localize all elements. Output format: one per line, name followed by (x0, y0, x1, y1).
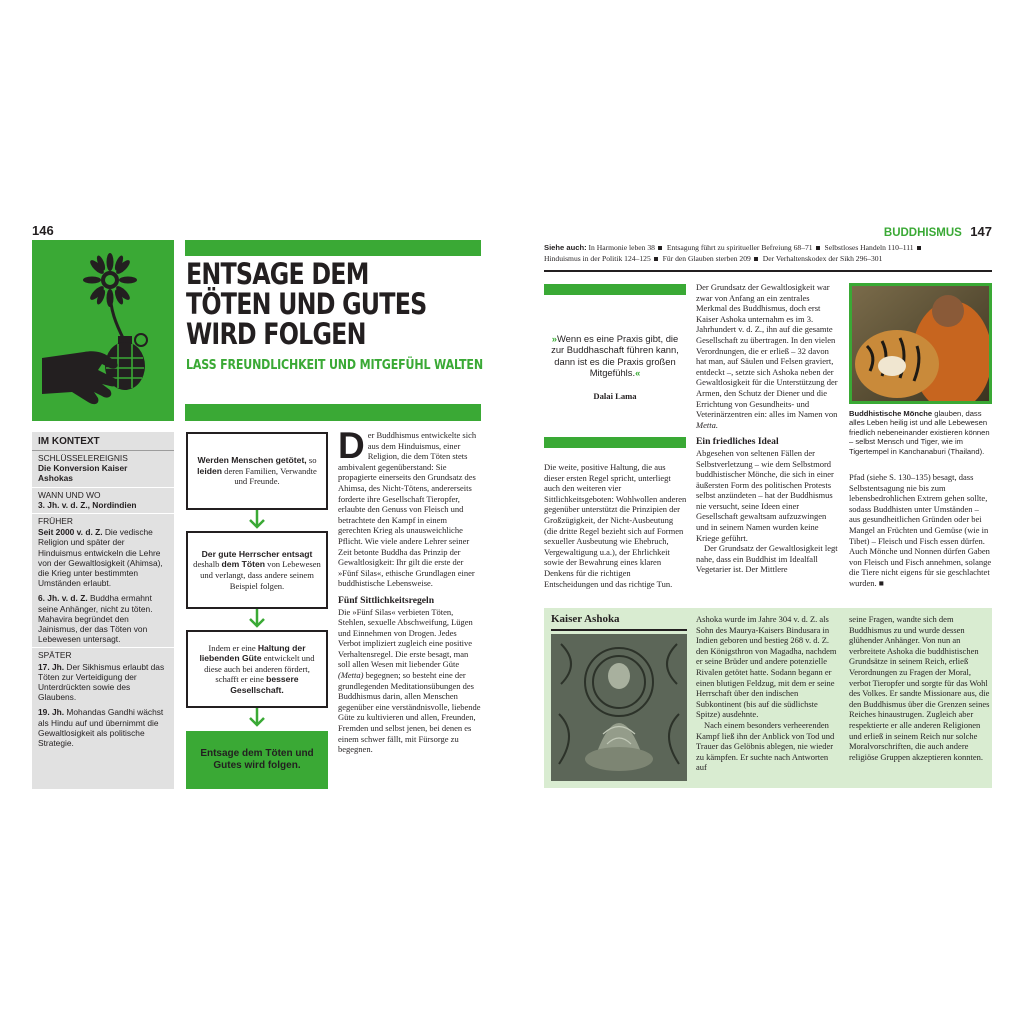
bullet-icon (658, 246, 662, 250)
col3-text (849, 472, 992, 589)
chapter-icon-box (32, 240, 174, 421)
ashoka-col1 (696, 614, 839, 773)
quote-text: Wenn es eine Praxis gibt, die zur Buddhaschaft führen kann, dann ist es die Praxis großen Mitgefühls. (551, 333, 679, 379)
running-head-title: BUDDHISMUS (883, 227, 962, 239)
quote-author: Dalai Lama (593, 391, 637, 401)
when-where-label: WANN UND WO (38, 489, 101, 500)
page-number-right: 147 (970, 224, 992, 239)
see-also-item[interactable]: Entsagung führt zu spiritueller Befreiung 68–71 (666, 243, 813, 252)
running-head (884, 223, 992, 241)
subheadline: LASS FREUNDLICHKEIT UND MITGEFÜHL WALTEN (186, 357, 483, 373)
entry-date: 19. Jh. (38, 707, 65, 718)
entry-date: 6. Jh. v. d. Z. (38, 593, 88, 604)
later-entry (38, 707, 168, 748)
later-label: SPÄTER (38, 650, 72, 661)
end-mark-icon: ■ (878, 577, 884, 588)
quote-open-mark: » (551, 333, 557, 344)
flow-conclusion (186, 731, 328, 789)
flow-text: entwickelt und diese auch bei anderen fördert, schafft er eine (204, 653, 315, 685)
bullet-icon (654, 257, 658, 261)
quote-top-bar (544, 284, 686, 295)
headline-line-1: ENTSAGE DEM (186, 257, 369, 291)
caption-bold: Buddhistische Mönche (849, 409, 933, 418)
flow-arrow-icon (248, 510, 266, 530)
context-title: IM KONTEXT (32, 432, 174, 451)
see-also-item[interactable]: Der Verhaltenskodex der Sikh 296–301 (762, 254, 883, 263)
bullet-icon (754, 257, 758, 261)
flow-bold: dem Töten (221, 559, 265, 570)
ashoka-paragraph-3: seine Fragen, wandte sich dem Buddhismus zu und wurde dessen glühender Anhänger. Von nun an verbreitete Ashoka die buddhistischen Grundsätze in seinem Reich, erließ Verordnungen zu Fragen der Moral, verbot Tieropfer und sorgte für das Wohl des Volkes. Er sandte Missionare aus, die den Buddhismus über die Grenzen seines Reiches hinaustrugen. Zugleich aber respektierte er alle anderen Religionen und erließ in seinem Reich nur solche Moralvorschriften, die auch andere religiöse Gruppen akzeptieren konnten. (849, 614, 990, 762)
text: Die »Fünf Silas« verbieten Töten, Stehlen, sexuelle Abschweifung, Lügen und Einnehmen von Drogen. Jedes Verbot impliziert zugleich eine positive Verhaltensregel. Die erste besagt, man soll allen Wesen mit liebender Güte (338, 606, 473, 670)
headline-bottom-bar (185, 404, 481, 421)
photo-monk-tiger-image (852, 286, 989, 401)
entry-text: Die vedische Religion und später der Hinduismus entwickeln die Lehre von der Gewaltlosigkeit (Ahimsa), die Krieg unter bestimmten Umständen erlaubt. (38, 527, 163, 589)
quote-bottom-bar (544, 437, 686, 448)
later-entry (38, 662, 168, 703)
section-title: Fünf Sittlichkeitsregeln (338, 594, 435, 606)
see-also-label: Siehe auch: (544, 243, 587, 252)
flow-text: Indem er eine (208, 642, 258, 653)
see-also (544, 242, 990, 264)
headline-line-3: WIRD FOLGEN (186, 317, 366, 351)
context-box (32, 432, 174, 789)
flow-text: deshalb (193, 559, 222, 570)
headline (186, 259, 482, 349)
col2-text (696, 282, 839, 575)
when-where-value: 3. Jh. v. d. Z., Nordindien (38, 499, 137, 510)
col2-paragraph-3 (696, 543, 839, 575)
page-number-left: 146 (32, 223, 54, 238)
entry-text: Mohandas Gandhi wächst als Hindu auf und übernimmt die Gewaltlosigkeit als politische Strategie. (38, 707, 164, 749)
entry-date: 17. Jh. (38, 661, 65, 672)
headline-top-bar (185, 240, 481, 256)
text: Abgesehen von seltenen Fällen der Selbstverletzung – wie dem Selbstmord buddhistischer Mönche, die sich in einer äußersten Form des politischen Protests selbst anzündeten – hat der Buddhismus nie versucht, seine Ideen einer Gesellschaft gewaltsam aufzuzwingen und in seinem Namen wurden keine Kriege geführt. (696, 447, 834, 543)
earlier-entry (38, 593, 168, 644)
text: begegnen; so besteht eine der grundlegenden Meditationsübungen des Buddhismus darin, allen Menschen gegenüber eine verständnisvolle, liebende Güte zu kultivieren und allen, Freunden, Fremden und selbst jenen, bei denen es einem schwer fällt, mit Fürsorge zu begegnen. (338, 670, 481, 755)
flow-text: so (306, 455, 317, 466)
flow-conclusion-text: Entsage dem Töten und Gutes wird folgen. (200, 748, 314, 771)
flow-box-1 (186, 432, 328, 510)
ashoka-title: Kaiser Ashoka (551, 613, 620, 625)
ashoka-title-rule (551, 629, 687, 631)
photo-caption (849, 409, 992, 456)
context-when-where (32, 488, 174, 514)
entry-text: Der Sikhismus erlaubt das Töten zur Verteidigung der Unterdrückten sowie des Glaubens. (38, 661, 165, 703)
see-also-item[interactable]: Hinduismus in der Politik 124–125 (544, 254, 651, 263)
text: (Metta) (338, 670, 364, 681)
relief-carving-image (551, 634, 687, 781)
context-earlier (32, 514, 174, 648)
photo-monk-tiger (849, 283, 992, 404)
flow-bold: Der gute Herrscher entsagt (201, 548, 313, 559)
section-title: Ein friedliches Ideal (696, 436, 779, 448)
dropcap: D (338, 425, 365, 466)
context-later (32, 648, 174, 751)
caption-text: glauben, dass alles Leben heilig ist und alle Lebewesen friedlich nebeneinander existieren können – selbst Mensch und Tiger, wie im Tigertempel in Kanchanaburi (Thailand). (849, 409, 990, 456)
see-also-item[interactable]: Selbstloses Handeln 110–111 (824, 243, 914, 252)
quote-close-mark: « (635, 367, 641, 379)
intro-paragraph (338, 425, 481, 589)
ashoka-paragraph-2: Nach einem besonders verheerenden Kampf ließ ihn der Anblick von Tod und Trauer das Gelöbnis ablegen, nie wieder zu kämpfen. Er suchte nach Antworten auf (696, 719, 835, 773)
entry-date: Seit 2000 v. d. Z. (38, 527, 103, 538)
earlier-entry (38, 527, 168, 588)
flow-arrow-icon (248, 708, 266, 728)
key-event-value: Die Konversion Kaiser Ashokas (38, 463, 128, 484)
flow-text: von Lebewesen und verlangt, dass andere seinem Beispiel folgen. (200, 559, 321, 591)
col3-paragraph (849, 472, 992, 589)
col1-paragraph: Die weite, positive Haltung, die aus dieser ersten Regel spricht, unterliegt auch den weiteren vier Sittlichkeitsgeboten: Wohlwollen anderen gegenüber unterstützt die Prinzipien der Großzügigkeit, der Nicht-Ausbeutung (die dritte Regel bezieht sich auf Formen sexueller Ausbeutung wie Ehebruch, Vergewaltigung u.a.), der Ehrlichkeit sowie der Bewahrung eines klaren Denkens für die richtigen Entscheidungen und das richtige Tun. (544, 462, 687, 589)
flow-bold: bessere Gesellschaft. (230, 674, 299, 695)
bullet-icon (917, 246, 921, 250)
text: Der Grundsatz der Gewaltlosigkeit legt nahe, dass ein Buddhist im Idealfall Vegetarier ist. Der Mittlere (696, 543, 838, 575)
col2-paragraph-2 (696, 448, 839, 543)
key-event-label: SCHLÜSSELEREIGNIS (38, 453, 128, 463)
text: Metta. (696, 419, 718, 430)
entry-text: Buddha ermahnt seine Anhänger, nicht zu töten. Mahavira begründet den Jainismus, der das Töten von Lebewesen untersagt. (38, 593, 153, 645)
hand-grenade-flower-icon (32, 240, 174, 421)
earlier-label: FRÜHER (38, 516, 73, 527)
context-key-event (32, 451, 174, 488)
text: Pfad (siehe S. 130–135) besagt, dass Selbstentsagung nie bis zum lebensbedrohlichen Extrem gehen sollte, sodass Buddhisten unter Umständen – aus gesundheitlichen Gründen oder bei Mangel an Früchten und Gemüse (wie in Tibet) – Fleisch und Fisch essen dürfen. Auch Mönche und Nonnen dürfen Gaben von Fleisch und Fisch annehmen, solange die Tiere nicht eigens für sie geschlachtet wurden. (849, 472, 992, 588)
text: Der Grundsatz der Gewaltlosigkeit war zwar von Anfang an ein zentrales Merkmal des Buddhismus, doch erst Kaiser Ashoka unternahm es im 3. Jahrhundert v. d. Z., ihn auf die gesamte Gesellschaft zu übertragen. In den vielen Verordnungen, die er erließ – 32 davon hat man, auf Säulen und Felsen graviert, entdeckt –, setzte sich Ashoka neben der Gewaltlosigkeit für die Unterstützung der Armen, den Schutz der Diener und die Errichtung von Gesundheits- und Veterinärzentren ein: alles im Namen von (696, 282, 838, 420)
section-paragraph (338, 607, 481, 755)
flow-text: deren Familien, Verwandte und Freunde. (222, 465, 317, 487)
col2-paragraph-1 (696, 282, 839, 430)
flow-arrow-icon (248, 609, 266, 629)
headline-line-2: TÖTEN UND GUTES (186, 287, 427, 321)
see-also-item[interactable]: Für den Glauben sterben 209 (662, 254, 751, 263)
see-also-item[interactable]: In Harmonie leben 38 (588, 243, 655, 252)
flow-bold: Werden Menschen getötet, (197, 455, 307, 466)
flow-box-3 (186, 630, 328, 708)
ashoka-col2 (849, 614, 992, 762)
col1-text (544, 462, 687, 589)
ashoka-relief-image (551, 634, 687, 781)
flow-box-2 (186, 531, 328, 609)
intro-text: er Buddhismus entwickelte sich aus dem Hinduismus, einer Religion, die dem Töten stets ambivalent gegenüberstand: Sie propagierte einerseits den Grundsatz des Ahimsa, des Nicht-Tötens, andererseits forderte ihre Gesellschaft Tieropfer, erlaubte den Genuss von Fleisch und betrachtete den Kampf in einem gerechten Krieg als unausweichliche Pflicht. Wie viele andere Lehrer seiner Zeit betonte Buddha das Prinzip der Gewaltlosigkeit: Ihr gilt die erste der »Fünf Silas«, ethische Grundlagen einer buddhistische Lebensweise. (338, 430, 477, 589)
see-also-rule (544, 270, 992, 272)
bullet-icon (816, 246, 820, 250)
flow-bold: leiden (197, 465, 222, 476)
flow-bold: Haltung der liebenden Güte (199, 642, 306, 664)
main-text-column (338, 425, 481, 755)
ashoka-paragraph-1: Ashoka wurde im Jahre 304 v. d. Z. als Sohn des Maurya-Kaisers Bindusara in Indien geboren und bestieg 268 v. d. Z. den Königsthron von Magadha, nachdem er seine Brüder und andere potenzielle Rivalen getötet hatte. Sodann begann er einen blutigen Feldzug, mit dem er seine Herrschaft über den indischen Subkontinent (bis auf die südlichste Spitze) ausdehnte. (696, 614, 837, 720)
quote (546, 333, 684, 379)
